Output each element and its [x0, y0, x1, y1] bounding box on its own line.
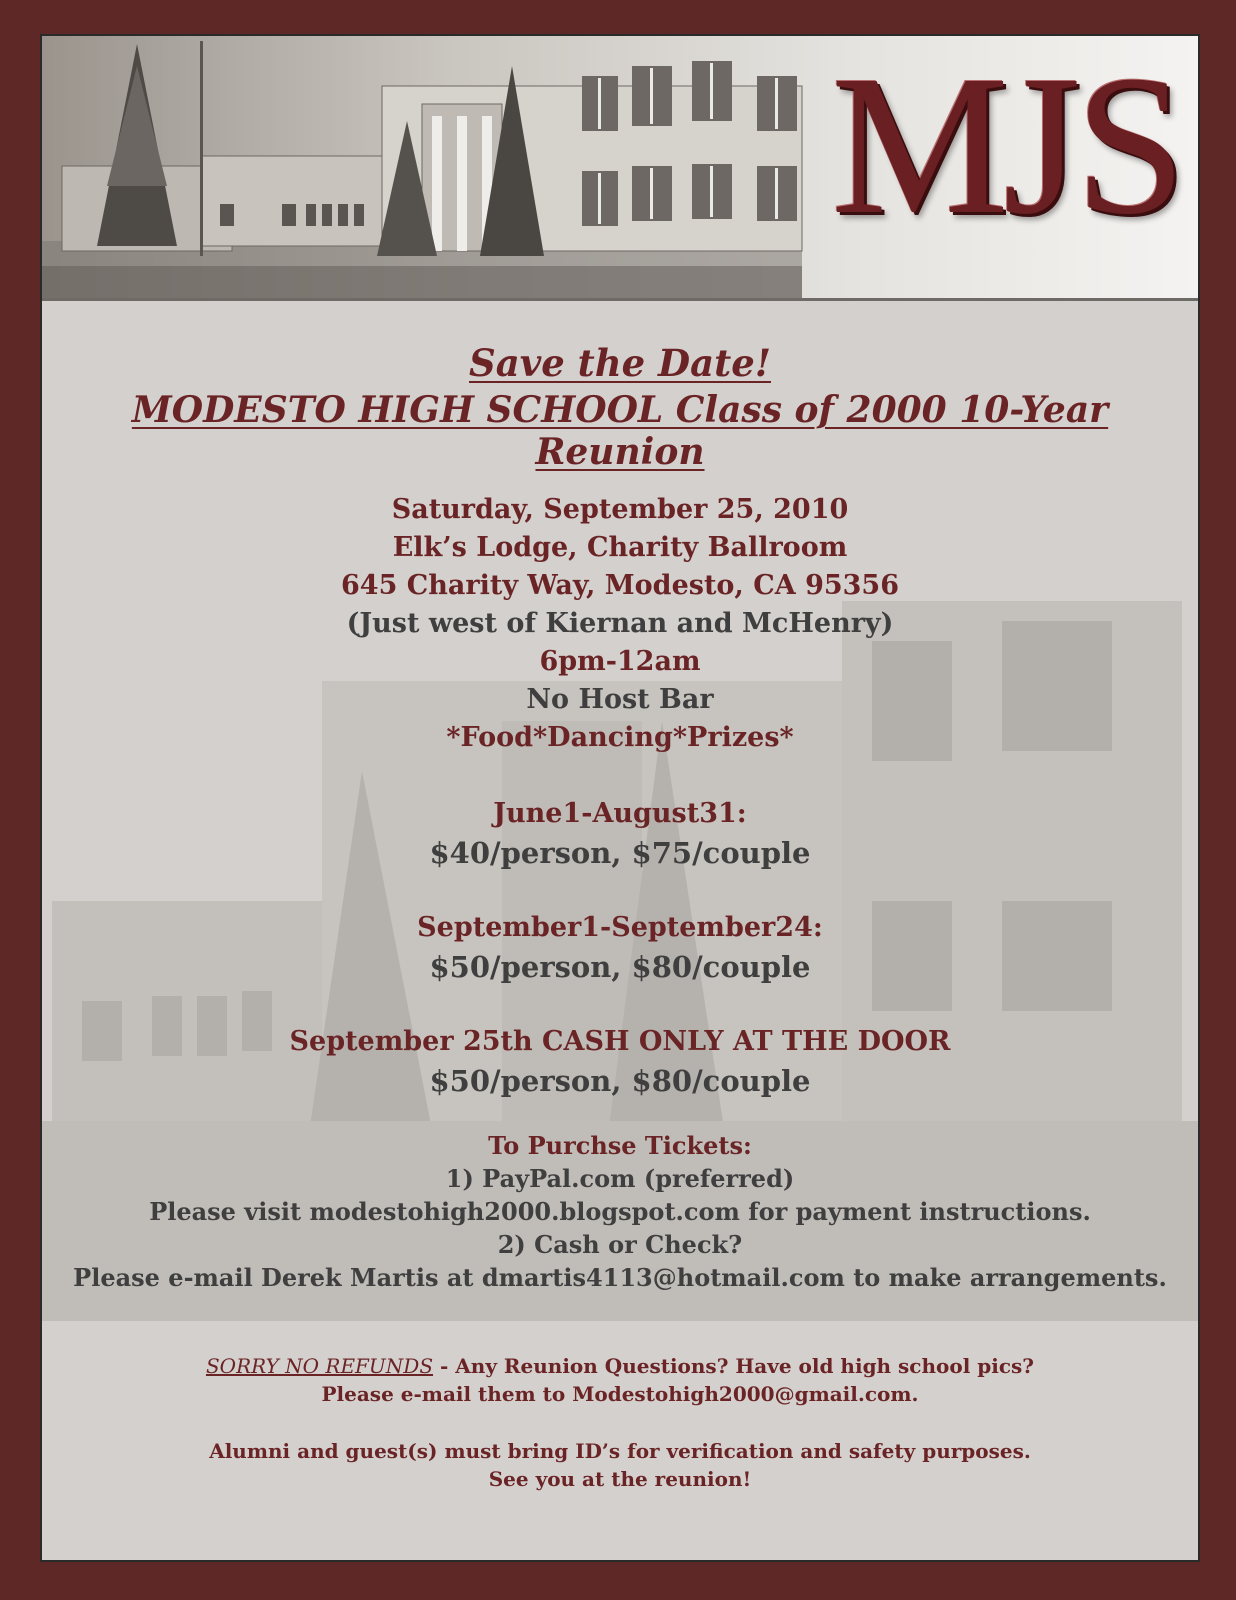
ticket-option-1-note: Please visit modestohigh2000.blogspot.com for payment instructions. — [149, 1197, 1091, 1226]
no-refunds-label: SORRY NO REFUNDS — [205, 1354, 434, 1378]
header-banner — [42, 36, 1198, 301]
event-features: *Food*Dancing*Prizes* — [446, 722, 794, 753]
event-bar: No Host Bar — [526, 684, 714, 715]
closing-line: See you at the reunion! — [488, 1467, 752, 1491]
price-3: $50/person, $80/couple — [429, 1064, 811, 1098]
flyer — [40, 34, 1200, 1562]
questions-text: - Any Reunion Questions? Have old high school pics? — [433, 1354, 1035, 1378]
ticket-option-1: 1) PayPal.com (preferred) — [445, 1164, 795, 1193]
tickets-heading: To Purchse Tickets: — [488, 1131, 752, 1160]
event-address: 645 Charity Way, Modesto, CA 95356 — [341, 570, 899, 601]
save-the-date-heading: Save the Date! — [469, 341, 771, 385]
email-line: Please e-mail them to Modestohigh2000@gmail.com. — [321, 1382, 919, 1406]
price-1: $40/person, $75/couple — [429, 836, 811, 870]
event-time: 6pm-12am — [539, 646, 701, 677]
event-venue: Elk’s Lodge, Charity Ballroom — [392, 532, 848, 563]
refund-notice — [42, 1354, 1198, 1378]
price-period-2: September1-September24: — [417, 912, 823, 943]
event-date: Saturday, September 25, 2010 — [391, 494, 849, 525]
ticket-option-2-note: Please e-mail Derek Martis at dmartis4113@hotmail.com to make arrangements. — [73, 1263, 1167, 1292]
price-period-3: September 25th CASH ONLY AT THE DOOR — [289, 1026, 951, 1057]
event-directions: (Just west of Kiernan and McHenry) — [346, 608, 894, 639]
price-period-1: June1-August31: — [493, 798, 747, 829]
price-2: $50/person, $80/couple — [429, 950, 811, 984]
id-notice: Alumni and guest(s) must bring ID’s for verification and safety purposes. — [209, 1439, 1031, 1463]
ticket-option-2: 2) Cash or Check? — [497, 1230, 743, 1259]
reunion-title: MODESTO HIGH SCHOOL Class of 2000 10-Year Reunion — [131, 389, 1109, 473]
mjs-logo: MJS — [831, 35, 1180, 256]
